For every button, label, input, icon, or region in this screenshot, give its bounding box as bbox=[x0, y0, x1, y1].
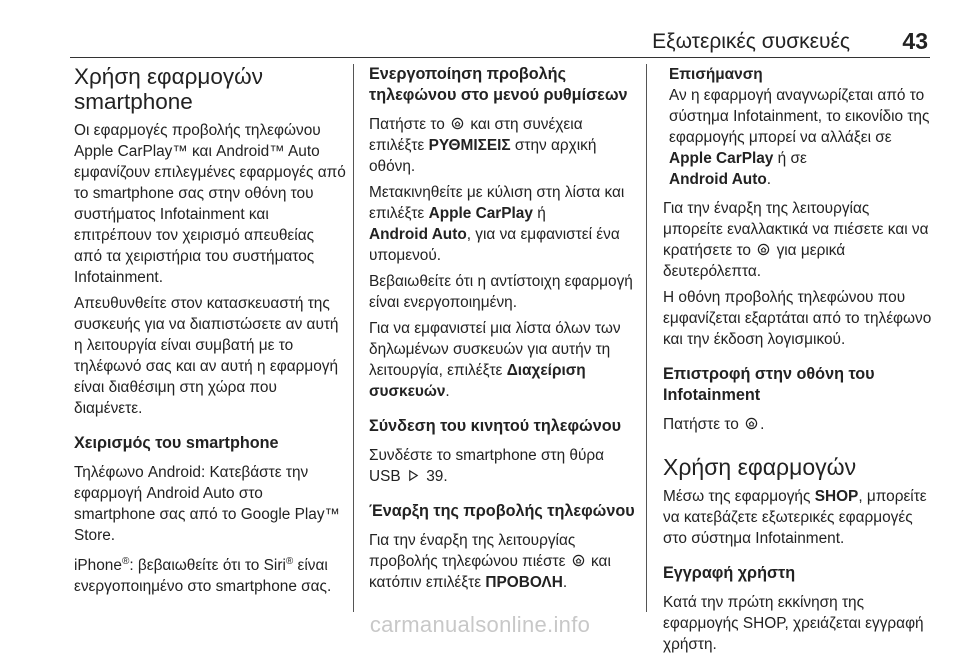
note-title: Επισήμανση bbox=[669, 66, 763, 83]
paragraph: Πατήστε το . bbox=[663, 416, 765, 433]
header-rule bbox=[70, 57, 930, 58]
home-icon bbox=[572, 554, 585, 567]
paragraph: Για την έναρξη της λειτουργίας μπορείτε εναλλακτικά να πιέσετε και να κρατήσετε το για μερικά δευτερόλεπτα. bbox=[663, 200, 929, 280]
note-box bbox=[663, 64, 933, 190]
paragraph: Κατά την πρώτη εκκίνηση της εφαρμογής SHOP, χρειάζεται εγγραφή χρήστη. bbox=[663, 594, 924, 653]
page-number: 43 bbox=[902, 28, 928, 54]
paragraph: Μετακινηθείτε με κύλιση στη λίστα και επιλέξτε Apple CarPlay ή Android Auto, για να εμφανιστεί ένα υπομενού. bbox=[369, 184, 625, 264]
paragraph: Τηλέφωνο Android: Κατεβάστε την εφαρμογή Android Auto στο smartphone σας από το Google Play™ Store. bbox=[74, 464, 340, 544]
paragraph: Η οθόνη προβολής τηλεφώνου που εμφανίζεται εξαρτάται από το τηλέφωνο και την έκδοση λογισμικού. bbox=[663, 289, 932, 348]
arrow-ref-icon bbox=[407, 469, 420, 482]
subheading-start-projection: Έναρξη της προβολής τηλεφώνου bbox=[369, 502, 635, 520]
paragraph: iPhone®: βεβαιωθείτε ότι το Siri® είναι ενεργοποιημένο στο smartphone σας. bbox=[74, 556, 332, 596]
paragraph: Μέσω της εφαρμογής SHOP, μπορείτε να κατεβάζετε εξωτερικές εφαρμογές στο σύστημα Infotainment. bbox=[663, 488, 927, 547]
home-icon bbox=[745, 417, 758, 430]
column-2 bbox=[369, 64, 637, 598]
subheading-user-registration: Εγγραφή χρήστη bbox=[663, 564, 796, 582]
home-icon bbox=[451, 117, 464, 130]
section-title-smartphone-apps: Χρήση εφαρμογών smartphone bbox=[74, 64, 263, 114]
subheading-activate-projection: Ενεργοποίηση προβολής τηλεφώνου στο μενού ρυθμίσεων bbox=[369, 65, 628, 104]
subheading-connect-phone: Σύνδεση του κινητού τηλεφώνου bbox=[369, 417, 622, 435]
paragraph: Συνδέστε το smartphone στη θύρα USB 39. bbox=[369, 447, 605, 485]
subheading-smartphone-control: Χειρισμός του smartphone bbox=[74, 434, 279, 452]
paragraph: Βεβαιωθείτε ότι η αντίστοιχη εφαρμογή είναι ενεργοποιημένη. bbox=[369, 273, 633, 311]
paragraph: Πατήστε το και στη συνέχεια επιλέξτε ΡΥΘΜΙΣΕΙΣ στην αρχική οθόνη. bbox=[369, 116, 597, 175]
page-header bbox=[0, 0, 960, 58]
paragraph: Για να εμφανιστεί μια λίστα όλων των δηλωμένων συσκευών για αυτήν τη λειτουργία, επιλέξτε Διαχείριση συσκευών. bbox=[369, 320, 621, 400]
note-text: Αν η εφαρμογή αναγνωρίζεται από το σύστημα Infotainment, το εικονίδιο της εφαρμογής μπορεί να αλλάξει σε Apple CarPlay ή σε Android Auto. bbox=[669, 87, 930, 188]
column-divider-1 bbox=[353, 64, 354, 612]
home-icon bbox=[757, 243, 770, 256]
running-title: Εξωτερικές συσκευές bbox=[652, 30, 850, 53]
watermark: carmanualsonline.info bbox=[369, 612, 591, 637]
subheading-return-infotainment: Επιστροφή στην οθόνη του Infotainment bbox=[663, 365, 875, 404]
column-1 bbox=[74, 64, 346, 602]
paragraph: Για την έναρξη της λειτουργίας προβολής τηλεφώνου πιέστε και κατόπιν επιλέξτε ΠΡΟΒΟΛΗ. bbox=[369, 532, 611, 591]
paragraph: Απευθυνθείτε στον κατασκευαστή της συσκευής για να διαπιστώσετε αν αυτή η λειτουργία είναι συμβατή με το τηλέφωνό σας και αν αυτή η εφαρμογή είναι διαθέσιμη στη χώρα που διαμένετε. bbox=[74, 295, 339, 417]
section-title-using-apps: Χρήση εφαρμογών bbox=[663, 454, 857, 480]
paragraph: Οι εφαρμογές προβολής τηλεφώνου Apple CarPlay™ και Android™ Auto εμφανίζουν επιλεγμένες εφαρμογές από το smartphone σας στην οθόνη του συστήματος Infotainment και επιτρέπουν τον χειρισμό απευθείας από τα χειριστήρια του συστήματος Infotainment. bbox=[74, 122, 346, 286]
column-3 bbox=[663, 64, 933, 660]
column-divider-2 bbox=[646, 64, 647, 612]
